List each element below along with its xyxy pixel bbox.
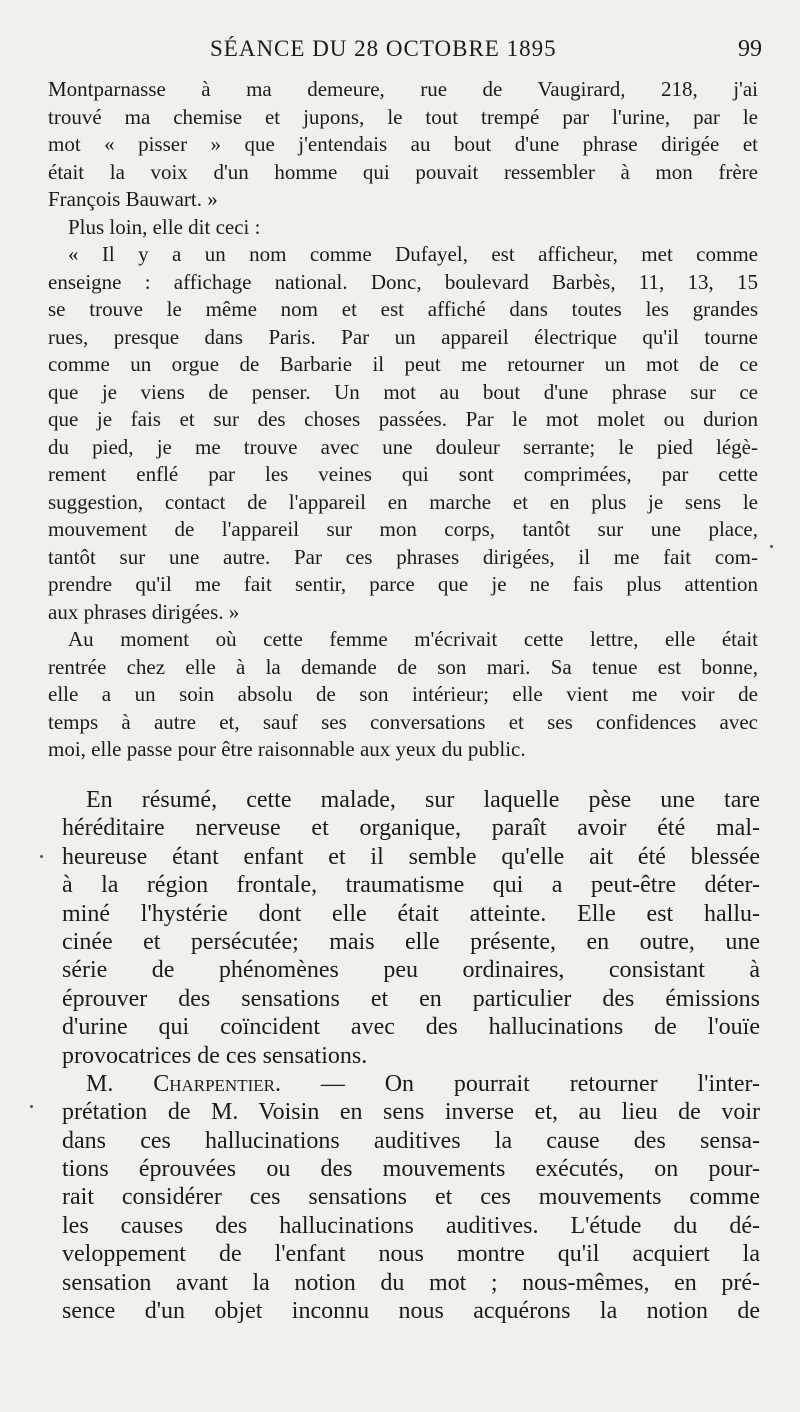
- text-line: à la région frontale, traumatisme qui a peut-être déter-: [62, 872, 760, 899]
- text-line: que je fais et sur des choses passées. Par le mot molet ou durion: [48, 407, 758, 431]
- text-line: était la voix d'un homme qui pouvait ressembler à mon frère: [48, 159, 758, 184]
- text-line: que je viens de penser. Un mot au bout d'une phrase sur ce: [48, 379, 758, 404]
- text-line: enseigne : affichage national. Donc, boulevard Barbès, 11, 13, 15: [48, 269, 758, 294]
- text-line: mouvement de l'appareil sur mon corps, tantôt sur une place,: [48, 517, 758, 541]
- text-line: elle a un soin absolu de son intérieur; elle vient me voir de: [48, 682, 758, 706]
- text-line: héréditaire nerveuse et organique, paraît avoir été mal-: [62, 815, 760, 842]
- page-number: 99: [738, 36, 762, 62]
- text-fragment: — On pourrait retourner l'inter-: [280, 1070, 760, 1097]
- summary-and-discussion: [62, 786, 760, 1325]
- speaker-name: M. Charpentier.: [86, 1070, 281, 1097]
- discussion-first-line: [62, 1070, 760, 1098]
- text-line: provocatrices de ces sensations.: [62, 1042, 368, 1069]
- text-line: Montparnasse à ma demeure, rue de Vaugirard, 218, j'ai: [48, 77, 758, 101]
- text-line: d'urine qui coïncident avec des hallucinations de l'ouïe: [62, 1014, 760, 1041]
- text-line: rement enflé par les veines qui sont comprimées, par cette: [48, 462, 758, 486]
- text-line: sensation avant la notion du mot ; nous-mêmes, en pré-: [62, 1269, 760, 1296]
- text-line: rues, presque dans Paris. Par un appareil électrique qu'il tourne: [48, 324, 758, 349]
- paper-speck: [40, 855, 43, 858]
- text-line: cinée et persécutée; mais elle présente, en outre, une: [62, 928, 760, 955]
- text-line: les causes des hallucinations auditives. L'étude du dé-: [62, 1212, 760, 1239]
- text-line: mot « pisser » que j'entendais au bout d'une phrase dirigée et: [48, 132, 758, 156]
- text-line: veloppement de l'enfant nous montre qu'il acquiert la: [62, 1241, 760, 1268]
- text-line: En résumé, cette malade, sur laquelle pèse une tare: [86, 787, 760, 813]
- header-title: SÉANCE DU 28 OCTOBRE 1895: [210, 36, 557, 61]
- text-line: Au moment où cette femme m'écrivait cette lettre, elle était: [68, 627, 758, 651]
- text-line: Plus loin, elle dit ceci :: [68, 214, 261, 239]
- paper-speck: [770, 545, 773, 548]
- text-line: éprouver des sensations et en particulier des émissions: [62, 985, 760, 1012]
- text-line: heureuse étant enfant et il semble qu'elle ait été blessée: [62, 843, 760, 870]
- text-line: temps à autre et, sauf ses conversations et ses confidences avec: [48, 709, 758, 734]
- text-line: comme un orgue de Barbarie il peut me retourner un mot de ce: [48, 352, 758, 376]
- text-line: prétation de M. Voisin en sens inverse et, au lieu de voir: [62, 1099, 760, 1126]
- text-line: tions éprouvées ou des mouvements exécutés, on pour-: [62, 1156, 760, 1183]
- text-line: suggestion, contact de l'appareil en marche et en plus je sens le: [48, 489, 758, 514]
- text-line: série de phénomènes peu ordinaires, consistant à: [62, 957, 760, 984]
- text-line: sence d'un objet inconnu nous acquérons la notion de: [62, 1298, 760, 1325]
- text-line: tantôt sur une autre. Par ces phrases dirigées, il me fait com-: [48, 544, 758, 569]
- running-header: [0, 36, 800, 66]
- text-line: du pied, je me trouve avec une douleur serrante; le pied légè-: [48, 434, 758, 459]
- text-line: miné l'hystérie dont elle était atteinte. Elle est hallu-: [62, 900, 760, 927]
- text-line: François Bauwart. »: [48, 187, 218, 211]
- text-line: aux phrases dirigées. »: [48, 599, 240, 624]
- letter-quotation: [48, 76, 758, 764]
- text-line: rait considérer ces sensations et ces mouvements comme: [62, 1184, 760, 1211]
- paper-speck: [30, 1105, 33, 1108]
- text-line: trouvé ma chemise et jupons, le tout trempé par l'urine, par le: [48, 104, 758, 129]
- text-line: prendre qu'il me fait sentir, parce que je ne fais plus attention: [48, 572, 758, 596]
- text-line: se trouve le même nom et est affiché dans toutes les grandes: [48, 297, 758, 321]
- text-line: rentrée chez elle à la demande de son mari. Sa tenue est bonne,: [48, 654, 758, 679]
- text-line: moi, elle passe pour être raisonnable aux yeux du public.: [48, 737, 526, 761]
- text-line: dans ces hallucinations auditives la cause des sensa-: [62, 1127, 760, 1154]
- text-line: « Il y a un nom comme Dufayel, est afficheur, met comme: [68, 242, 758, 266]
